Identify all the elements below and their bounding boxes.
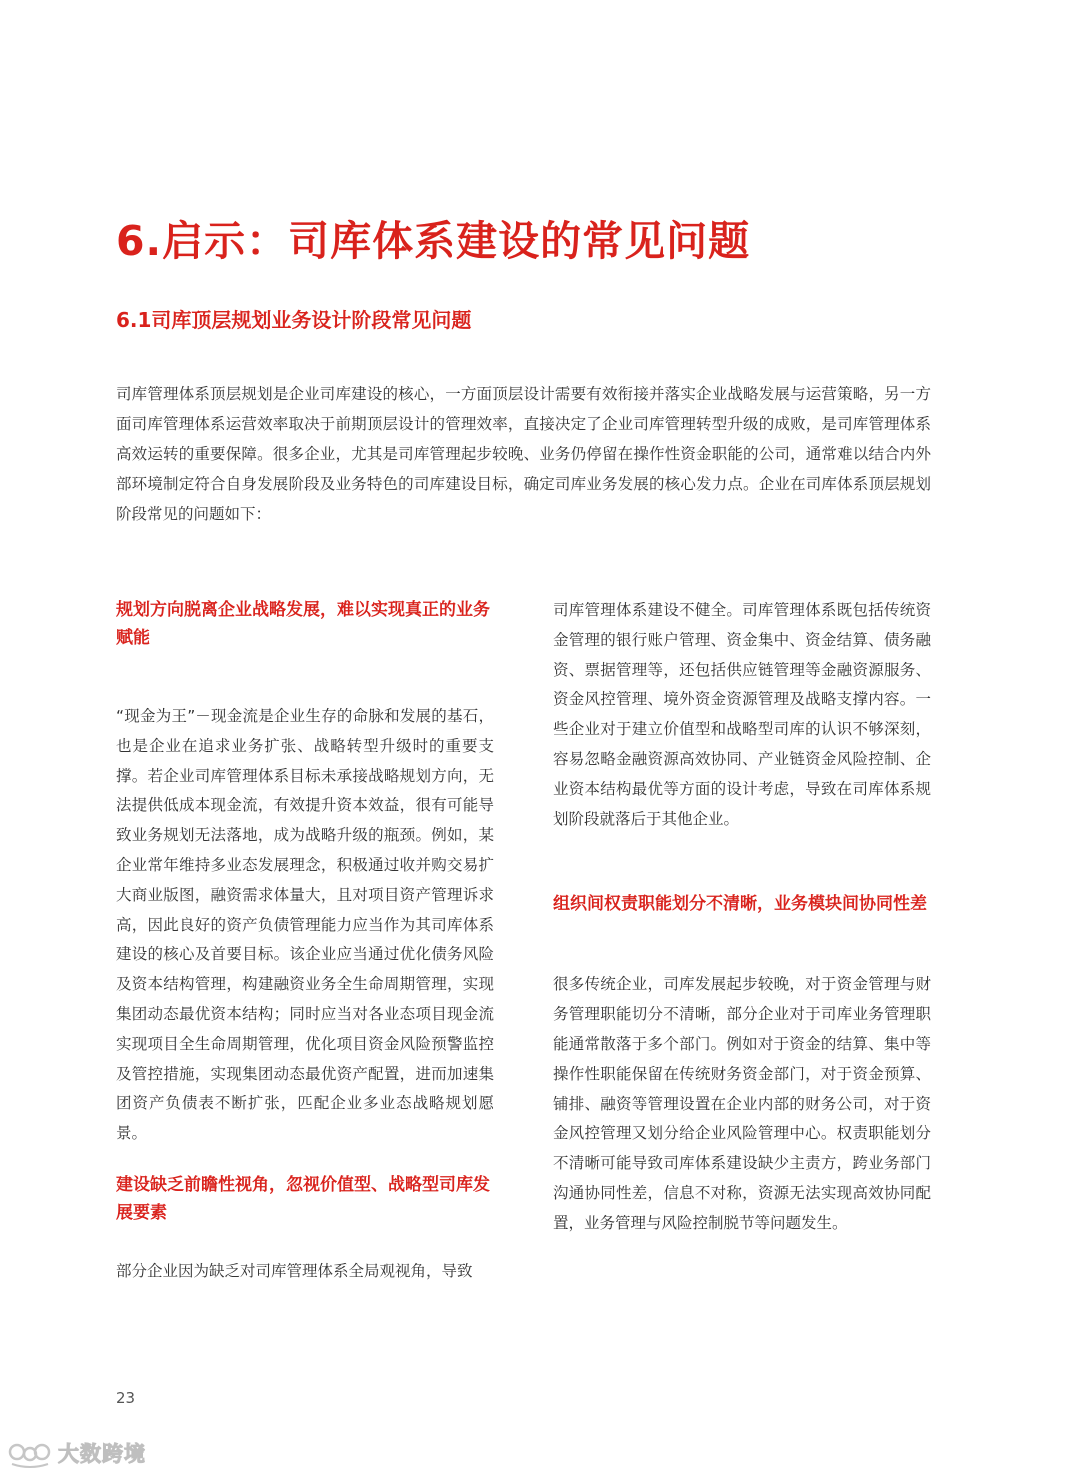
paragraph-traditional-enterprises: 很多传统企业，司库发展起步较晚，对于资金管理与财务管理职能切分不清晰，部分企业对于司库业务管理职能通常散落于多个部门。例如对于资金的结算、集中等操作性职能保留在传统财务资金部门，对于资金预算、铺排、融资等管理设置在企业内部的财务公司，对于资金风控管理又划分给企业风险管理中心。权责职能划分不清晰可能导致司库体系建设缺少主责方，跨业务部门沟通协同性差，信息不对称，资源无法实现高效协同配置，业务管理与风险控制脱节等问题发生。	[553, 975, 931, 1232]
paragraph-cash-is-king: “现金为王”－现金流是企业生存的命脉和发展的基石，也是企业在追求业务扩张、战略转型升级时的重要支撑。若企业司库管理体系目标未承接战略规划方向，无法提供低成本现金流，有效提升资本效益，很有可能导致业务规划无法落地，成为战略升级的瓶颈。例如，某企业常年维持多业态发展理念，积极通过收并购交易扩大商业版图，融资需求体量大，且对项目资产管理诉求高，因此良好的资产负债管理能力应当作为其司库体系建设的核心及首要目标。该企业应当通过优化债务风险及资本结构管理，构建融资业务全生命周期管理，实现集团动态最优资本结构；同时应当对各业态项目现金流实现项目全生命周期管理，优化项目资金风险预警监控及管控措施，实现集团动态最优资产配置，进而加速集团资产负债表不断扩张，匹配企业多业态战略规划愿景。	[116, 707, 494, 1143]
subheading-responsibility-division: 组织间权责职能划分不清晰，业务模块间协同性差	[553, 894, 927, 915]
paragraph-global-view: 部分企业因为缺乏对司库管理体系全局观视角，导致	[116, 1261, 473, 1280]
brand-logo-icon	[8, 1438, 52, 1468]
subheading-strategy-alignment: 规划方向脱离企业战略发展，难以实现真正的业务赋能	[116, 600, 490, 648]
section-title: 6.1司库顶层规划业务设计阶段常见问题	[116, 308, 472, 332]
intro-paragraph: 司库管理体系顶层规划是企业司库建设的核心，一方面顶层设计需要有效衔接并落实企业战略发展与运营策略，另一方面司库管理体系运营效率取决于前期顶层设计的管理效率，直接决定了企业司库管理转型升级的成败，是司库管理体系高效运转的重要保障。很多企业，尤其是司库管理起步较晚、业务仍停留在操作性资金职能的公司，通常难以结合内外部环境制定符合自身发展阶段及业务特色的司库建设目标，确定司库业务发展的核心发力点。企业在司库体系顶层规划阶段常见的问题如下：	[116, 385, 931, 523]
subheading-forward-looking: 建设缺乏前瞻性视角，忽视价值型、战略型司库发展要素	[116, 1174, 490, 1223]
page-title: 6.启示：司库体系建设的常见问题	[116, 217, 751, 265]
watermark	[8, 1436, 146, 1470]
watermark-text: 大数跨境	[58, 1442, 146, 1466]
right-column	[553, 596, 931, 1239]
left-column	[116, 596, 494, 1287]
paragraph-system-incomplete: 司库管理体系建设不健全。司库管理体系既包括传统资金管理的银行账户管理、资金集中、资金结算、债务融资、票据管理等，还包括供应链管理等金融资源服务、资金风控管理、境外资金资源管理及战略支撑内容。一些企业对于建立价值型和战略型司库的认识不够深刻，容易忽略金融资源高效协同、产业链资金风险控制、企业资本结构最优等方面的设计考虑，导致在司库体系规划阶段就落后于其他企业。	[553, 601, 931, 828]
page-number: 23	[116, 1389, 136, 1407]
